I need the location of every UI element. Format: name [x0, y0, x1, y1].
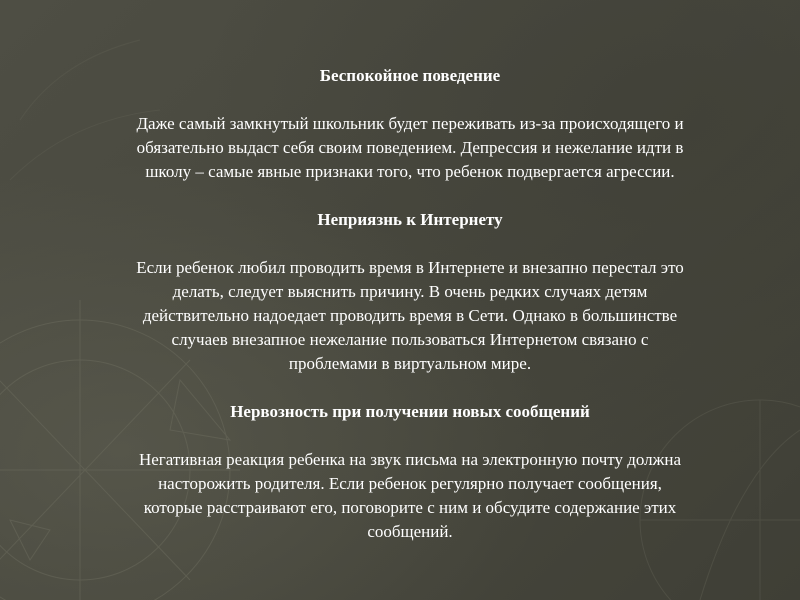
paragraph-line: Негативная реакция ребенка на звук письма на электронную почту должна — [138, 450, 682, 469]
paragraph-line: Даже самый замкнутый школьник будет переживать из-за происходящего и — [136, 114, 684, 133]
paragraph-line: проблемами в виртуальном мире. — [288, 354, 532, 373]
section-heading-restless-behavior: Беспокойное поведение — [319, 66, 501, 85]
paragraph-line: насторожить родителя. Если ребенок регулярно получает сообщения, — [158, 474, 662, 493]
paragraph-line: школу – самые явные признаки того, что ребенок подвергается агрессии. — [145, 162, 675, 181]
section-heading-message-nervousness: Нервозность при получении новых сообщений — [230, 402, 590, 421]
section-paragraph-internet-aversion — [70, 256, 750, 376]
paragraph-line: делать, следует выяснить причину. В очень редких случаях детям — [172, 282, 648, 301]
section-heading-internet-aversion: Неприязнь к Интернету — [317, 210, 503, 229]
paragraph-line: случаев внезапное нежелание пользоваться Интернетом связано с — [171, 330, 649, 349]
paragraph-line: обязательно выдаст себя своим поведением. Депрессия и нежелание идти в — [136, 138, 684, 157]
section-paragraph-message-nervousness — [70, 448, 750, 544]
spacer — [70, 184, 750, 208]
paragraph-line: сообщений. — [367, 522, 453, 541]
spacer — [70, 376, 750, 400]
paragraph-line: Если ребенок любил проводить время в Интернете и внезапно перестал это — [136, 258, 684, 277]
spacer — [70, 232, 750, 256]
paragraph-line: действительно надоедает проводить время в Сети. Однако в большинстве — [142, 306, 678, 325]
paragraph-line: которые расстраивают его, поговорите с ним и обсудите содержание этих — [143, 498, 677, 517]
slide-text-content — [70, 64, 750, 544]
spacer — [70, 88, 750, 112]
section-paragraph-restless-behavior — [70, 112, 750, 184]
spacer — [70, 424, 750, 448]
